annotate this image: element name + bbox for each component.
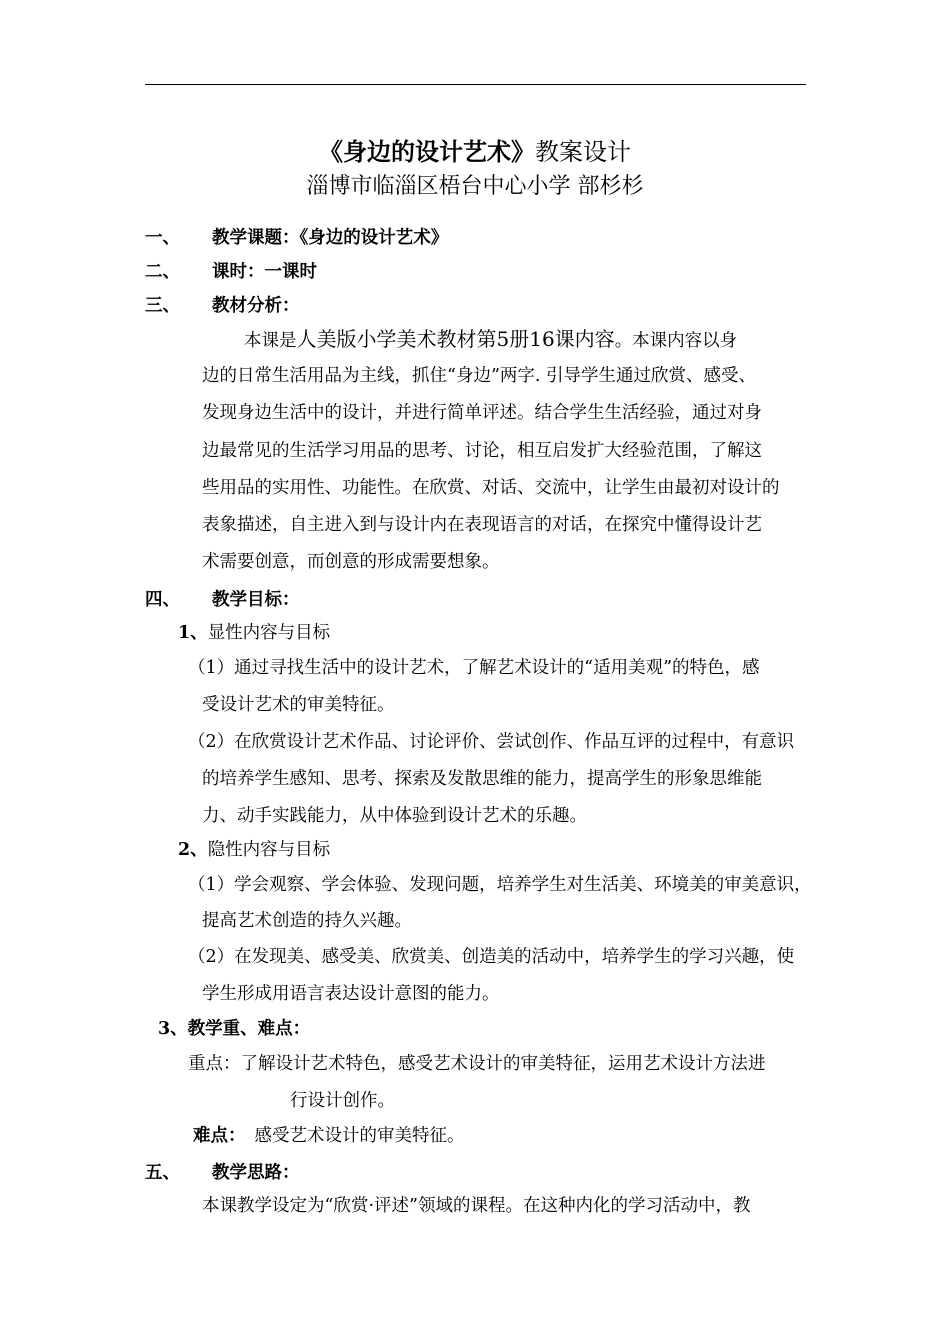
key-point-line-1: 重点：了解设计艺术特色，感受艺术设计的审美特征，运用艺术设计方法进	[188, 1054, 766, 1074]
analysis-line-1	[244, 328, 737, 352]
analysis-text: 本课是	[244, 331, 297, 351]
title-suffix: 教案设计	[535, 138, 631, 166]
section-5-label: 教学思路：	[212, 1163, 300, 1183]
section-4-number: 四、	[145, 590, 180, 610]
goal-2-heading	[178, 839, 330, 861]
difficult-point-label: 难点：	[193, 1126, 246, 1146]
analysis-line-2: 边的日常生活用品为主线，抓住“身边”两字. 引导学生通过欣赏、感受、	[202, 366, 757, 386]
goal-2-item-1-line-1: （1）学会观察、学会体验、发现问题，培养学生对生活美、环境美的审美意识，	[188, 875, 812, 895]
goal-1-number: 1、	[178, 623, 208, 643]
section-1-number: 一、	[145, 228, 180, 248]
document-subtitle: 淄博市临淄区梧台中心小学 部杉杉	[306, 174, 644, 199]
difficult-point	[193, 1125, 465, 1147]
goal-2-number: 2、	[178, 840, 208, 860]
section-3-label: 教材分析：	[212, 296, 300, 316]
goal-1-heading	[178, 622, 330, 644]
goal-1-item-2-line-2: 的培养学生感知、思考、探索及发散思维的能力，提高学生的形象思维能	[202, 769, 762, 789]
goal-3-heading: 3、教学重、难点：	[158, 1019, 311, 1039]
analysis-line-3: 发现身边生活中的设计，并进行简单评述。结合学生生活经验，通过对身	[202, 403, 762, 423]
goal-1-label: 显性内容与目标	[207, 623, 331, 643]
section-2-label: 课时：一课时	[212, 262, 317, 282]
analysis-line-5: 些用品的实用性、功能性。在欣赏、对话、交流中，让学生由最初对设计的	[202, 478, 780, 498]
goal-1-item-1-line-1: （1）通过寻找生活中的设计艺术，了解艺术设计的“适用美观”的特色，感	[188, 658, 760, 678]
analysis-textbook: 人美版小学美术教材第5册16课内容	[296, 327, 615, 351]
goal-2-item-2-line-2: 学生形成用语言表达设计意图的能力。	[202, 984, 500, 1004]
goal-2-item-2-line-1: （2）在发现美、感受美、欣赏美、创造美的活动中，培养学生的学习兴趣，使	[188, 947, 795, 967]
analysis-line-4: 边最常见的生活学习用品的思考、讨论，相互启发扩大经验范围，了解这	[202, 441, 762, 461]
goal-1-item-2-line-3: 力、动手实践能力，从中体验到设计艺术的乐趣。	[202, 806, 587, 826]
analysis-line-6: 表象描述，自主进入到与设计内在表现语言的对话，在探究中懂得设计艺	[202, 515, 762, 535]
section-2-number: 二、	[145, 262, 180, 282]
section-3-number: 三、	[145, 296, 180, 316]
section-5-number: 五、	[145, 1163, 180, 1183]
key-point-line-2: 行设计创作。	[290, 1091, 395, 1111]
goal-2-label: 隐性内容与目标	[207, 840, 331, 860]
section-1-label: 教学课题：《身边的设计艺术》	[212, 228, 449, 248]
analysis-text: 。本课内容以身	[614, 331, 738, 351]
thinking-line-1: 本课教学设定为“欣赏·评述”领域的课程。在这种内化的学习活动中，教	[202, 1196, 751, 1216]
section-4-label: 教学目标：	[212, 590, 300, 610]
analysis-line-7: 术需要创意，而创意的形成需要想象。	[202, 552, 500, 572]
goal-2-item-1-line-2: 提高艺术创造的持久兴趣。	[202, 911, 412, 931]
goal-1-item-2-line-1: （2）在欣赏设计艺术作品、讨论评价、尝试创作、作品互评的过程中，有意识	[188, 732, 795, 752]
title-main: 《身边的设计艺术》	[319, 137, 535, 166]
header-rule	[145, 84, 806, 85]
document-title	[0, 137, 950, 167]
goal-1-item-1-line-2: 受设计艺术的审美特征。	[202, 695, 395, 715]
difficult-point-text: 感受艺术设计的审美特征。	[254, 1126, 465, 1146]
